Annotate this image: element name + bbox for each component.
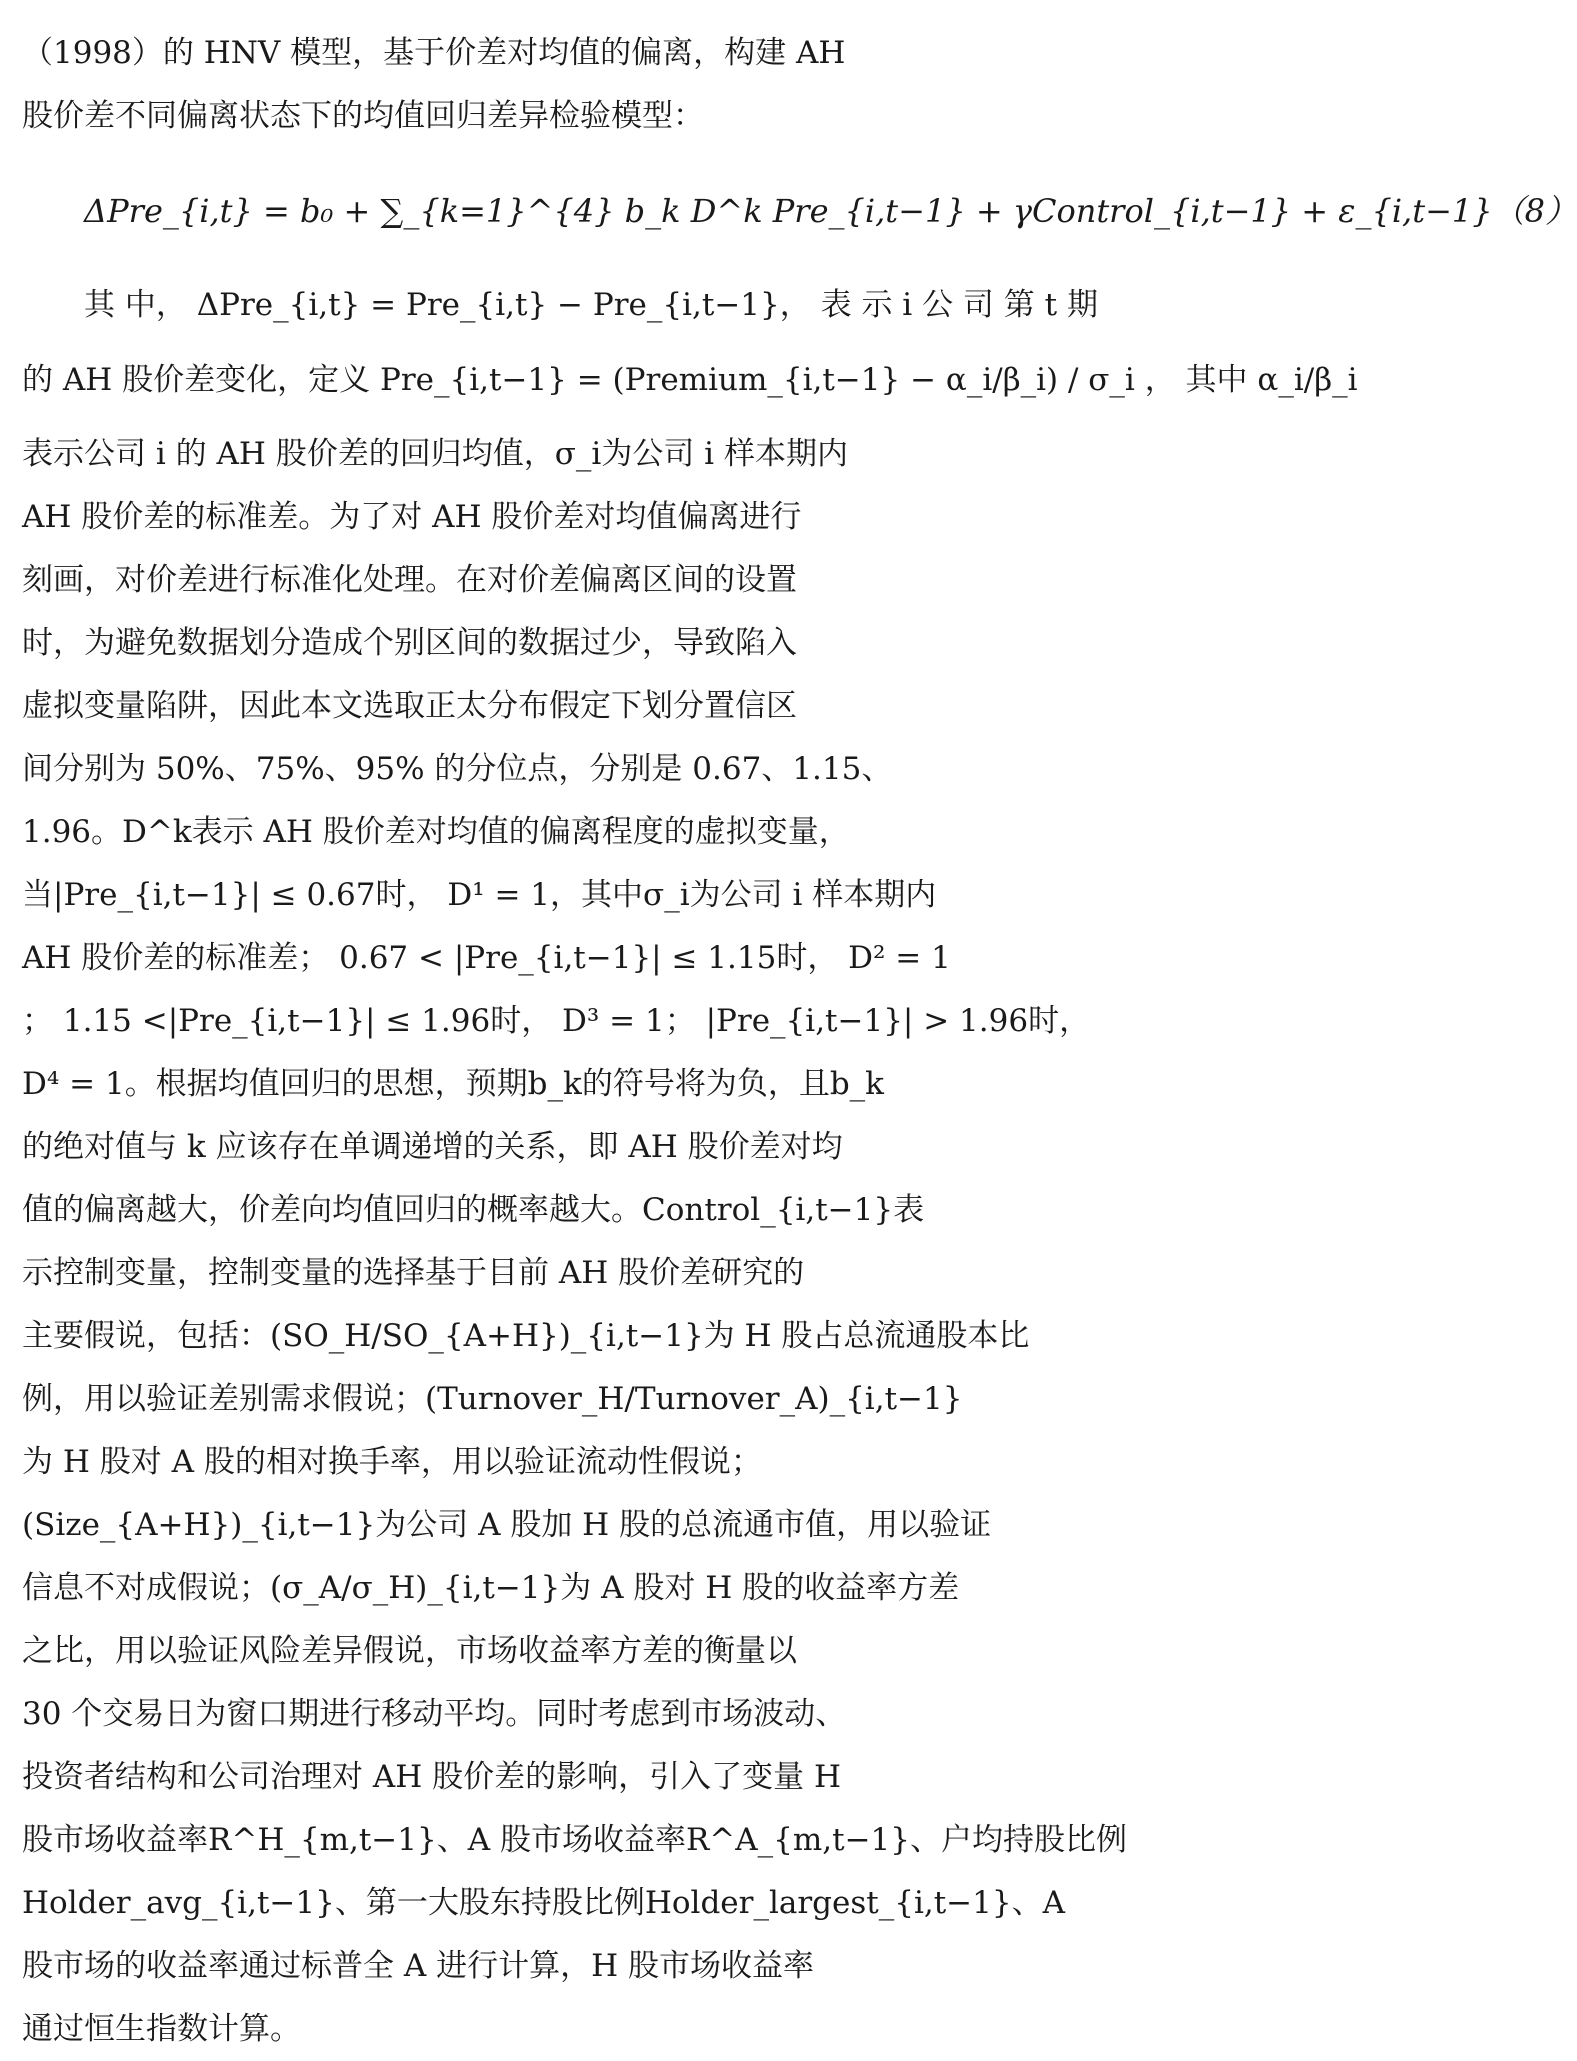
text-line-with-formula: 的 AH 股价差变化，定义 Pre_{i,t−1} = (Premium_{i,t−1} − α_i/β_i) / σ_i ， 其中 α_i/β_i bbox=[22, 362, 1358, 398]
text-line: 股市场收益率R^H_{m,t−1}、A 股市场收益率R^A_{m,t−1}、户均持股比例 bbox=[22, 1822, 1127, 1858]
text-line: 为 H 股对 A 股的相对换手率，用以验证流动性假说； bbox=[22, 1444, 762, 1480]
text-line: 值的偏离越大，价差向均值回归的概率越大。Control_{i,t−1}表 bbox=[22, 1192, 925, 1228]
text-line: 股市场的收益率通过标普全 A 进行计算，H 股市场收益率 bbox=[22, 1948, 814, 1984]
text-line: 信息不对成假说；(σ_A/σ_H)_{i,t−1}为 A 股对 H 股的收益率方差 bbox=[22, 1570, 960, 1606]
text-line: 刻画，对价差进行标准化处理。在对价差偏离区间的设置 bbox=[22, 562, 797, 598]
text-line: (Size_{A+H})_{i,t−1}为公司 A 股加 H 股的总流通市值，用以验证 bbox=[22, 1507, 992, 1543]
text-line: 表示公司 i 的 AH 股价差的回归均值，σ_i为公司 i 样本期内 bbox=[22, 436, 848, 472]
text-line: 投资者结构和公司治理对 AH 股价差的影响，引入了变量 H bbox=[22, 1759, 842, 1795]
text-line: Holder_avg_{i,t−1}、第一大股东持股比例Holder_largest_{i,t−1}、A bbox=[22, 1885, 1065, 1921]
text-line: 间分别为 50%、75%、95% 的分位点，分别是 0.67、1.15、 bbox=[22, 751, 893, 787]
text-line: 1.96。D^k表示 AH 股价差对均值的偏离程度的虚拟变量， bbox=[22, 814, 850, 850]
text-line: 其 中， ΔPre_{i,t} = Pre_{i,t} − Pre_{i,t−1}， 表 示 i 公 司 第 t 期 bbox=[84, 287, 1098, 323]
text-line: 虚拟变量陷阱，因此本文选取正太分布假定下划分置信区 bbox=[22, 688, 797, 724]
text-line: （1998）的 HNV 模型，基于价差对均值的偏离，构建 AH bbox=[22, 35, 846, 71]
text-line: AH 股价差的标准差； 0.67 < |Pre_{i,t−1}| ≤ 1.15时， D² = 1 bbox=[22, 940, 951, 976]
text-line: 时，为避免数据划分造成个别区间的数据过少，导致陷入 bbox=[22, 625, 797, 661]
text-line: 之比，用以验证风险差异假说，市场收益率方差的衡量以 bbox=[22, 1633, 797, 1669]
text-line: 通过恒生指数计算。 bbox=[22, 2011, 301, 2047]
text-line: 30 个交易日为窗口期进行移动平均。同时考虑到市场波动、 bbox=[22, 1696, 847, 1732]
text-line: 例，用以验证差别需求假说；(Turnover_H/Turnover_A)_{i,t−1} bbox=[22, 1381, 963, 1417]
text-line: 股价差不同偏离状态下的均值回归差异检验模型： bbox=[22, 98, 704, 134]
text-line: 当|Pre_{i,t−1}| ≤ 0.67时， D¹ = 1，其中σ_i为公司 i 样本期内 bbox=[22, 877, 937, 913]
text-line: 示控制变量，控制变量的选择基于目前 AH 股价差研究的 bbox=[22, 1255, 805, 1291]
text-line: 主要假说，包括：(SO_H/SO_{A+H})_{i,t−1}为 H 股占总流通股本比 bbox=[22, 1318, 1030, 1354]
text-line: ； 1.15 <|Pre_{i,t−1}| ≤ 1.96时， D³ = 1； |Pre_{i,t−1}| > 1.96时， bbox=[22, 1003, 1091, 1039]
text-line: AH 股价差的标准差。为了对 AH 股价差对均值偏离进行 bbox=[22, 499, 802, 535]
equation-8: ΔPre_{i,t} = b₀ + ∑_{k=1}^{4} b_k D^k Pre_{i,t−1} + γControl_{i,t−1} + ε_{i,t−1}（8） bbox=[84, 192, 1577, 230]
text-line: 的绝对值与 k 应该存在单调递增的关系，即 AH 股价差对均 bbox=[22, 1129, 843, 1165]
text-line: D⁴ = 1。根据均值回归的思想，预期b_k的符号将为负，且b_k bbox=[22, 1066, 884, 1102]
